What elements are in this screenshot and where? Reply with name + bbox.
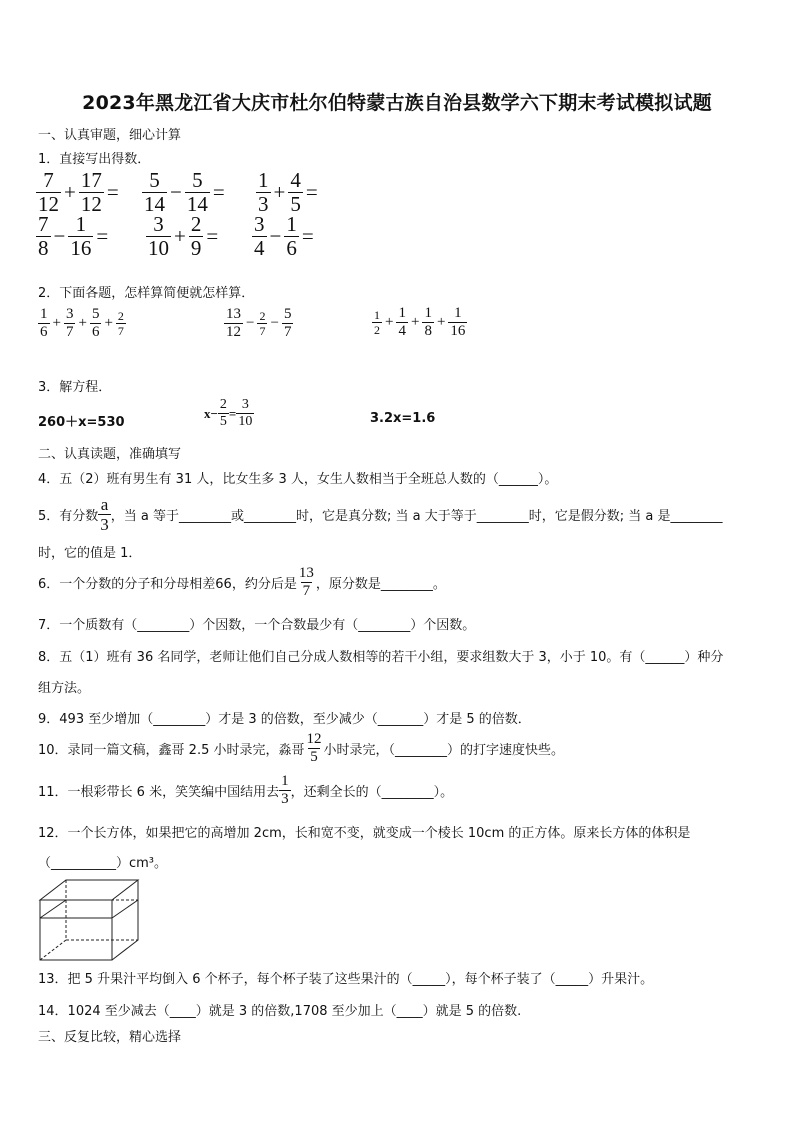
cube-top-face [40, 880, 138, 900]
question-6: 6．一个分数的分子和分母相差66，约分后是 $\frac{13}{7}$ ，原分数是________。 [38, 565, 446, 599]
cube-hidden-diagonal [40, 940, 66, 960]
cube-side-line [112, 900, 138, 918]
section-2-heading: 二、认真读题，准确填写 [38, 447, 182, 462]
cube-inner-line [40, 900, 66, 918]
q1-row2-expr-3: $\frac{3}{4}$ − $\frac{1}{6}$ = [254, 212, 314, 260]
section-3-heading: 三、反复比较，精心选择 [38, 1030, 182, 1045]
q3-equation-2: x− $\frac{2}{5}$ = $\frac{3}{10}$ [204, 397, 253, 429]
q1-row1 [36, 168, 122, 215]
question-7: 7．一个质数有（________）个因数，一个合数最少有（________）个因数。 [38, 618, 476, 633]
q1-expr-1: $\frac{7}{12}$ + $\frac{17}{12}$ = [38, 168, 119, 216]
question-10: 10．录同一篇文稿，鑫哥 2.5 小时录完，淼哥 $\frac{12}{5}$ 小时录完，（________）的打字速度快些。 [38, 731, 564, 765]
q2-expr-2: $\frac{13}{12}$ − $\frac{2}{7}$ − $\frac{5}{7}$ [226, 306, 292, 340]
question-5-line-2: 时，它的值是 1． [38, 546, 142, 561]
q1-row1-expr-2: $\frac{5}{14}$ − $\frac{5}{14}$ = [144, 168, 225, 216]
question-11: 11．一根彩带长 6 米，笑笑编中国结用去 $\frac{1}{3}$ ，还剩全长的（________）。 [38, 773, 454, 807]
question-8-line-1: 8．五（1）班有 36 名同学，老师让他们自己分成人数相等的若干小组，要求组数大于 3，小于 10。有（______）种分 [38, 650, 724, 665]
question-2-label: 2．下面各题，怎样算简便就怎样算． [38, 286, 255, 301]
page-title: 2023年黑龙江省大庆市杜尔伯特蒙古族自治县数学六下期末考试模拟试题 [82, 92, 712, 114]
cube-diagram [38, 878, 142, 962]
q3-equation-3: 3.2x=1.6 [370, 411, 436, 426]
cube-right-edges [112, 880, 138, 960]
question-1-label: 1．直接写出得数． [38, 152, 151, 167]
q1-row2-expr-2: $\frac{3}{10}$ + $\frac{2}{9}$ = [148, 212, 219, 260]
q3-equation-1: 260＋x=530 [38, 415, 125, 430]
question-12-line-2: （__________）cm³。 [38, 856, 168, 871]
section-1-heading: 一、认真审题，细心计算 [38, 128, 182, 143]
question-9: 9．493 至少增加（________）才是 3 的倍数，至少减少（_______）才是 5 的倍数． [38, 712, 531, 727]
cube-front-face [40, 900, 112, 960]
q1-row1-expr-3: $\frac{1}{3}$ + $\frac{4}{5}$ = [258, 168, 318, 216]
question-8-line-2: 组方法。 [38, 681, 91, 696]
q2-expr-1: $\frac{1}{6}$ + $\frac{3}{7}$ + $\frac{5}{6}$ + $\frac{2}{7}$ [40, 306, 124, 340]
q2-expr-3: $\frac{1}{2}$ + $\frac{1}{4}$ + $\frac{1}{8}$ + $\frac{1}{16}$ [374, 305, 466, 339]
question-13: 13．把 5 升果汁平均倒入 6 个杯子，每个杯子装了这些果汁的（_____），每个杯子装了（_____）升果汁。 [38, 972, 654, 987]
question-12-line-1: 12．一个长方体，如果把它的高增加 2cm，长和宽不变，就变成一个棱长 10cm 的正方体。原来长方体的体积是 [38, 826, 691, 841]
question-4: 4．五（2）班有男生有 31 人，比女生多 3 人，女生人数相当于全班总人数的（______）。 [38, 472, 558, 487]
question-14: 14．1024 至少减去（____）就是 3 的倍数,1708 至少加上（____）就是 5 的倍数. [38, 1004, 522, 1019]
question-5-line-1: 5．有分数 $\frac{a}{3}$ ，当 a 等于________或________时，它是真分数; 当 a 大于等于________时，它是假分数; 当 a 是________ [38, 495, 723, 534]
question-3-label: 3．解方程． [38, 380, 112, 395]
q1-row2-expr-1: $\frac{7}{8}$ − $\frac{1}{16}$ = [38, 212, 109, 260]
